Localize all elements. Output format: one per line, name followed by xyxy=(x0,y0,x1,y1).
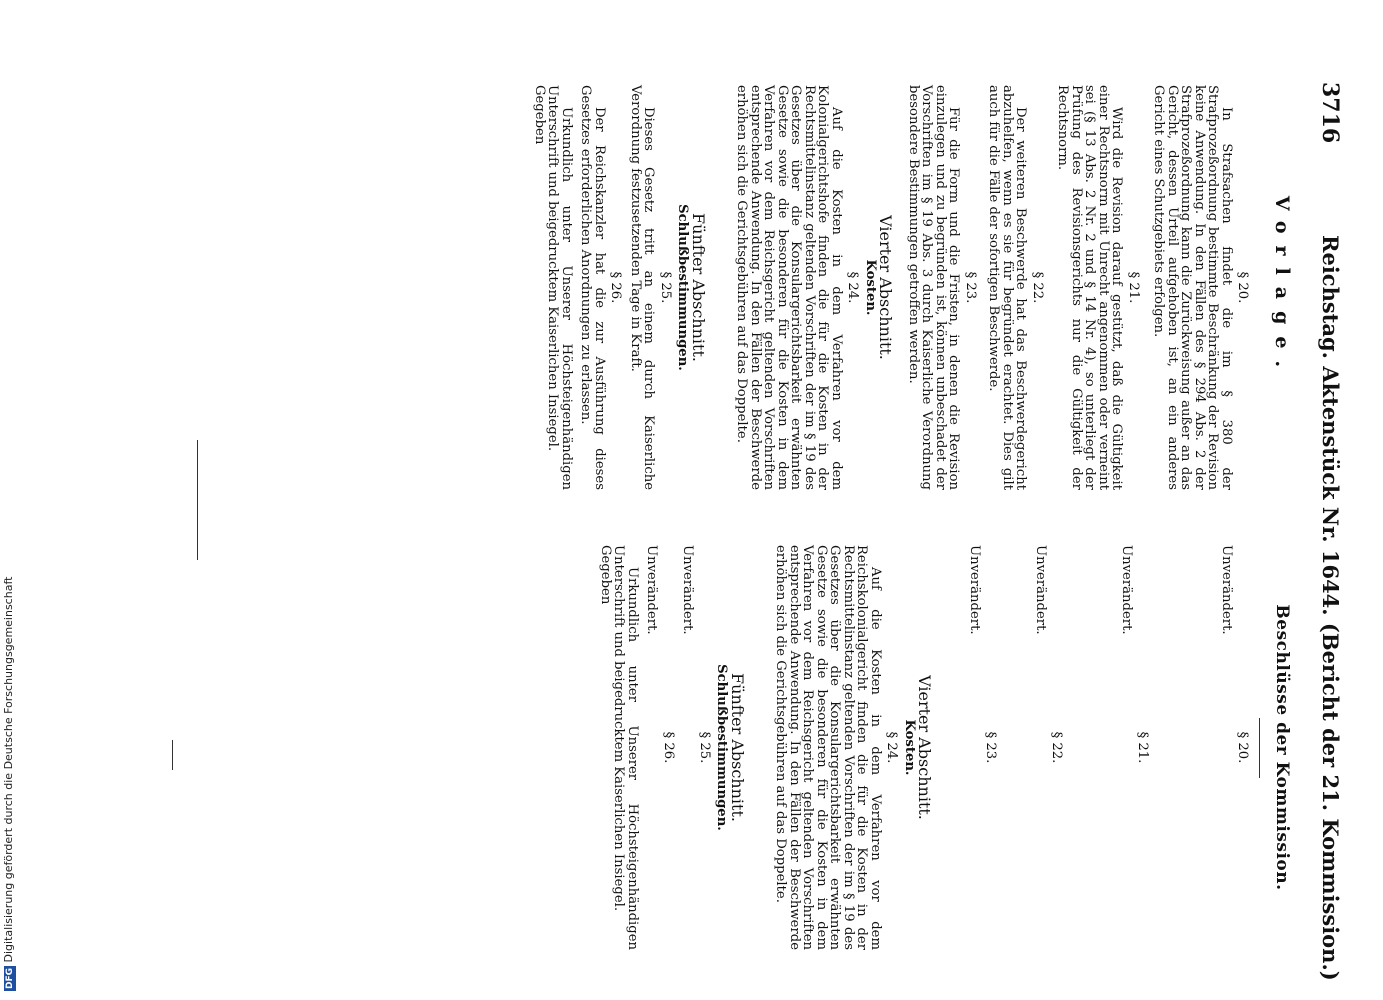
section-title-4: Vierter Abschnitt. xyxy=(876,215,896,360)
paragraph-number-23: § 23. xyxy=(983,731,999,764)
column-vorlage xyxy=(532,85,1293,490)
footer-rule xyxy=(197,440,198,560)
paragraph-text-20: Unverändert. xyxy=(1219,545,1234,635)
digitization-text: Digitalisierung gefördert durch die Deutsche Forschungsgemeinschaft xyxy=(2,576,15,963)
divider xyxy=(1260,718,1261,778)
section-title-5: Fünfter Abschnitt. xyxy=(728,673,747,822)
section-title-4: Vierter Abschnitt. xyxy=(915,675,935,820)
paragraph-text-21: Unverändert. xyxy=(1119,545,1134,635)
column-heading-beschluesse: Beschlüsse der Kommission. xyxy=(1272,604,1292,891)
paragraph-number-23: § 23. xyxy=(963,271,978,304)
paragraph-number-20: § 20. xyxy=(1235,271,1251,304)
paragraph-text-26: Der Reichskanzler hat die zur Ausführung dieses Gesetzes erforderlichen Anordnungen zu erlassen. xyxy=(578,85,607,490)
section-title-5: Fünfter Abschnitt. xyxy=(689,213,708,362)
digitization-note xyxy=(2,577,16,995)
paragraph-text-24: Auf die Kosten in dem Verfahren vor dem Kolonialgerichtshofe finden die für die Kosten in der Rechtsmittelinstanz geltenden Vorschriften der im § 19 des Gesetzes über die Konsulargerichtsbarkeit erwähnten Gesetze sowie die besonderen für die Kosten in dem Verfahren vor dem Reichsgericht geltenden Vorschriften entsprechende Anwendung. In den Fällen der Beschwerde erhöhen sich die Gerichtsgebühren auf das Doppelte. xyxy=(734,85,844,490)
given-text: Gegeben xyxy=(532,85,547,145)
paragraph-text-22: Unverändert. xyxy=(1033,545,1048,635)
paragraph-text-21: Wird die Revision darauf gestützt, daß die Gültigkeit einer Rechtsnorm mit Unrecht angenommen oder verneint sei (§ 13 Abs. 2 Nr. 2 und § 14 Nr. 4), so unterliegt der Prüfung des Revisionsgerichts nur die Gültigkeit der Rechtsnorm. xyxy=(1055,85,1125,490)
paragraph-number-26: § 26. xyxy=(608,271,624,304)
column-heading-vorlage: Vorlage. xyxy=(1271,195,1293,380)
paragraph-number-20: § 20. xyxy=(1235,731,1251,764)
paragraph-text-26: Unverändert. xyxy=(644,545,660,635)
document-title: Reichstag. Aktenstück Nr. 1644. (Bericht der 21. Kommission.) xyxy=(1318,235,1343,981)
paragraph-number-25: § 25. xyxy=(697,731,712,764)
paragraph-text-25: Unverändert. xyxy=(680,545,696,635)
paragraph-number-24: § 24. xyxy=(884,731,900,764)
column-beschluesse xyxy=(598,545,1292,950)
section-subtitle-5: Schlußbestimmungen. xyxy=(675,204,691,371)
dfg-logo: DFG xyxy=(5,967,15,989)
footer-mark xyxy=(172,740,173,770)
paragraph-text-23: Für die Form und die Fristen, in denen die Revision einzulegen und zu begründen ist, können unbeschadet der Vorschriften im § 19 Abs. 3 durch Kaiserliche Verordnung besondere Bestimmungen getroffen werden. xyxy=(906,85,962,490)
page-header xyxy=(1303,0,1343,1000)
section-subtitle-5: Schlußbestimmungen. xyxy=(714,664,730,831)
paragraph-number-25: § 25. xyxy=(658,271,673,304)
closing-text: Urkundlich unter Unserer Höchsteigenhändigen Unterschrift und beigedrucktem Kaiserlichen Insiegel. xyxy=(545,85,574,490)
given-text: Gegeben xyxy=(598,545,613,605)
paragraph-number-21: § 21. xyxy=(1135,731,1151,764)
closing-text: Urkundlich unter Unserer Höchsteigenhändigen Unterschrift und beigedrucktem Kaiserlichen Insiegel. xyxy=(611,545,640,950)
paragraph-number-24: § 24. xyxy=(845,271,861,304)
paragraph-number-22: § 22. xyxy=(1030,271,1045,304)
paragraph-text-25: Dieses Gesetz tritt an einem durch Kaiserliche Verordnung festzusetzenden Tage in Kraft. xyxy=(628,85,657,490)
paragraph-text-23: Unverändert. xyxy=(967,545,982,635)
paragraph-number-22: § 22. xyxy=(1049,731,1065,764)
page-number: 3716 xyxy=(1317,82,1343,144)
section-subtitle-4: Kosten. xyxy=(902,719,917,776)
paragraph-text-20: In Strafsachen findet die im § 380 der Strafprozeßordnung bestimmte Beschränkung der Revision keine Anwendung. In den Fällen des § 294 Abs. 2 der Strafprozeßordnung kann die Zurückweisung außer an das Gericht, dessen Urteil aufgehoben ist, an ein anderes Gericht eines Schutzgebiets erfolgen. xyxy=(1151,85,1234,490)
paragraph-text-24: Auf die Kosten in dem Verfahren vor dem Reichskolonialgericht finden die für die Kosten in der Rechtsmittelinstanz geltenden Vorschriften der im § 19 des Gesetzes über die Konsulargerichtsbarkeit erwähnten Gesetze sowie die besonderen für die Kosten in dem Verfahren vor dem Reichsgericht geltenden Vorschriften entsprechende Anwendung. In den Fällen der Beschwerde erhöhen sich die Gerichtsgebühren auf das Doppelte. xyxy=(773,545,883,950)
paragraph-text-22: Der weiteren Beschwerde hat das Beschwerdegericht abzuhelfen, wenn es sie für begründet erachtet. Dies gilt auch für die Fälle der sofortigen Beschwerde. xyxy=(986,85,1029,490)
paragraph-number-21: § 21. xyxy=(1126,271,1141,304)
paragraph-number-26: § 26. xyxy=(661,731,676,764)
section-subtitle-4: Kosten. xyxy=(863,259,878,316)
